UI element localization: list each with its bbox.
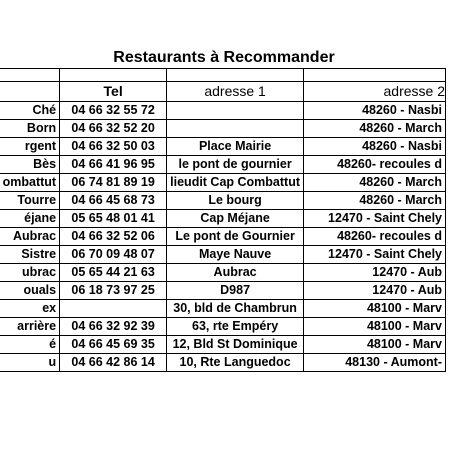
adresse1-cell: 12, Bld St Dominique (167, 336, 304, 354)
adresse2-cell: 48260- recoules d (304, 156, 446, 174)
adresse2-cell: 48260- recoules d (304, 228, 446, 246)
header-tel: Tel (60, 82, 167, 102)
adresse2-cell: 48260 - March (304, 120, 446, 138)
table-row (0, 228, 446, 246)
tel-cell: 04 66 32 55 72 (60, 102, 167, 120)
adresse2-cell: 48100 - Marv (304, 318, 446, 336)
adresse2-cell: 12470 - Saint Chely (304, 210, 446, 228)
adresse1-cell: Le bourg (167, 192, 304, 210)
adresse2-cell: 48100 - Marv (304, 336, 446, 354)
table-row (0, 336, 446, 354)
header-name (0, 82, 60, 102)
adresse1-cell: Le pont de Gournier (167, 228, 304, 246)
adresse2-cell: 12470 - Aub (304, 282, 446, 300)
spacer-row (0, 69, 446, 82)
table-row (0, 192, 446, 210)
header-adresse1: adresse 1 (167, 82, 304, 102)
tel-cell: 04 66 41 96 95 (60, 156, 167, 174)
adresse2-cell: 12470 - Saint Chely (304, 246, 446, 264)
tel-cell: 04 66 42 86 14 (60, 354, 167, 372)
name-cell: Sistre (0, 246, 60, 264)
header-adresse2: adresse 2 (304, 82, 446, 102)
tel-cell: 05 65 48 01 41 (60, 210, 167, 228)
page-title: Restaurants à Recommander (113, 49, 335, 66)
adresse1-cell (167, 102, 304, 120)
header-row (0, 82, 446, 102)
table-row (0, 210, 446, 228)
adresse1-cell: 30, bld de Chambrun (167, 300, 304, 318)
name-cell: éjane (0, 210, 60, 228)
tel-cell: 04 66 32 92 39 (60, 318, 167, 336)
tel-cell (60, 300, 167, 318)
table-row (0, 174, 446, 192)
tel-cell: 04 66 32 50 03 (60, 138, 167, 156)
tel-cell: 05 65 44 21 63 (60, 264, 167, 282)
table-row (0, 120, 446, 138)
name-cell: arrière (0, 318, 60, 336)
table-row (0, 264, 446, 282)
table-row (0, 156, 446, 174)
tel-cell: 04 66 45 68 73 (60, 192, 167, 210)
table-row (0, 246, 446, 264)
name-cell: Bès (0, 156, 60, 174)
name-cell: ubrac (0, 264, 60, 282)
tel-cell: 04 66 45 69 35 (60, 336, 167, 354)
restaurant-table (0, 68, 446, 372)
table-row (0, 318, 446, 336)
adresse1-cell: 10, Rte Languedoc (167, 354, 304, 372)
name-cell: ouals (0, 282, 60, 300)
adresse1-cell: Cap Méjane (167, 210, 304, 228)
name-cell: rgent (0, 138, 60, 156)
table-row (0, 138, 446, 156)
table-row (0, 102, 446, 120)
adresse1-cell: le pont de gournier (167, 156, 304, 174)
tel-cell: 06 70 09 48 07 (60, 246, 167, 264)
adresse2-cell: 48260 - Nasbi (304, 102, 446, 120)
adresse2-cell: 48260 - March (304, 192, 446, 210)
adresse1-cell: lieudit Cap Combattut (167, 174, 304, 192)
tel-cell: 04 66 32 52 06 (60, 228, 167, 246)
adresse1-cell: 63, rte Empéry (167, 318, 304, 336)
adresse1-cell: Maye Nauve (167, 246, 304, 264)
name-cell: Aubrac (0, 228, 60, 246)
tel-cell: 04 66 32 52 20 (60, 120, 167, 138)
adresse2-cell: 48130 - Aumont- (304, 354, 446, 372)
adresse2-cell: 48260 - Nasbi (304, 138, 446, 156)
name-cell: Ché (0, 102, 60, 120)
name-cell: ombattut (0, 174, 60, 192)
table-row (0, 354, 446, 372)
name-cell: Born (0, 120, 60, 138)
name-cell: ex (0, 300, 60, 318)
adresse2-cell: 48260 - March (304, 174, 446, 192)
name-cell: Tourre (0, 192, 60, 210)
adresse1-cell: Aubrac (167, 264, 304, 282)
name-cell: u (0, 354, 60, 372)
tel-cell: 06 18 73 97 25 (60, 282, 167, 300)
adresse2-cell: 12470 - Aub (304, 264, 446, 282)
table-row (0, 300, 446, 318)
tel-cell: 06 74 81 89 19 (60, 174, 167, 192)
adresse1-cell: D987 (167, 282, 304, 300)
adresse1-cell (167, 120, 304, 138)
table-row (0, 282, 446, 300)
name-cell: é (0, 336, 60, 354)
adresse2-cell: 48100 - Marv (304, 300, 446, 318)
adresse1-cell: Place Mairie (167, 138, 304, 156)
